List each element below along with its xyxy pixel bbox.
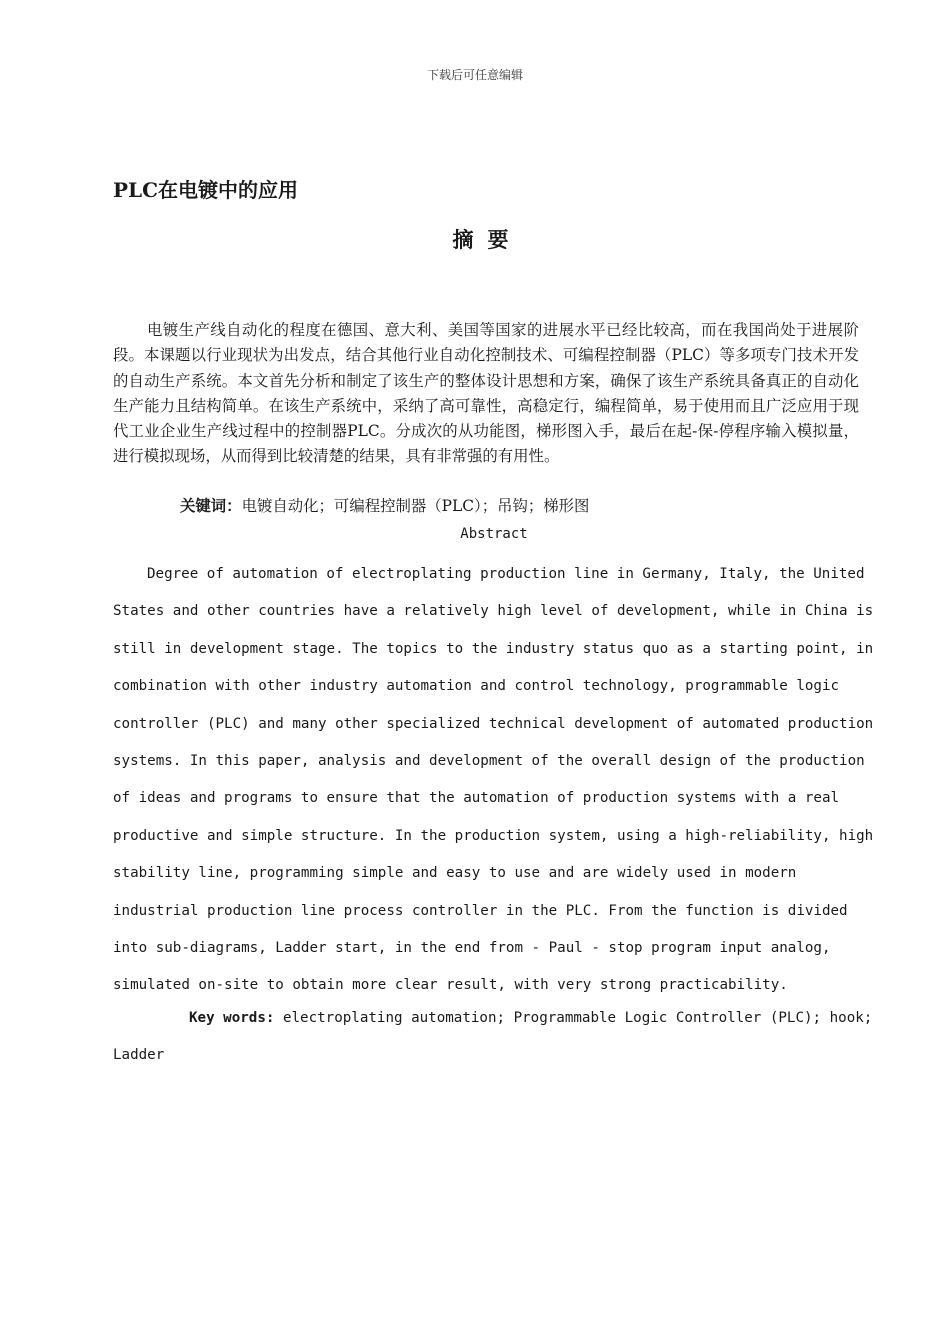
- english-abstract-line: still in development stage. The topics to the industry status quo as a starting point, in: [113, 640, 874, 657]
- document-title: PLC在电镀中的应用: [113, 178, 299, 202]
- english-abstract-line: combination with other industry automation and control technology, programmable logic: [113, 678, 840, 695]
- english-abstract-paragraph: [113, 556, 873, 1005]
- english-keywords: [113, 1000, 873, 1075]
- english-abstract-line: controller (PLC) and many other specialized technical development of automated production: [113, 715, 874, 732]
- english-abstract-line: stability line, programming simple and easy to use and are widely used in modern: [113, 865, 797, 882]
- english-abstract-line: of ideas and programs to ensure that the automation of production systems with a real: [113, 790, 840, 807]
- english-abstract-line: systems. In this paper, analysis and development of the overall design of the production: [113, 753, 865, 770]
- english-abstract-line: States and other countries have a relatively high level of development, while in China is: [113, 603, 874, 620]
- english-keywords-label: Key words:: [189, 1010, 275, 1026]
- english-abstract-line: Degree of automation of electroplating production line in Germany, Italy, the United: [147, 566, 865, 582]
- header-note: 下载后可任意编辑: [426, 68, 523, 82]
- chinese-keywords-label: 关键词：: [180, 497, 242, 515]
- english-abstract-heading: Abstract: [460, 526, 528, 542]
- english-keywords-text: electroplating automation; Programmable Logic Controller (PLC); hook;: [274, 1010, 873, 1026]
- english-keywords-line-1: [113, 1000, 873, 1037]
- chinese-keywords: [180, 494, 589, 519]
- abstract-heading: 摘要: [452, 227, 523, 252]
- chinese-keywords-text: 电镀自动化；可编程控制器（PLC）；吊钩；梯形图: [241, 497, 590, 515]
- english-abstract-line: productive and simple structure. In the production system, using a high-reliability, high: [113, 827, 874, 844]
- english-abstract-line: simulated on-site to obtain more clear result, with very strong practicability.: [113, 977, 788, 994]
- english-keywords-line-2: Ladder: [113, 1047, 165, 1064]
- english-abstract-line: into sub-diagrams, Ladder start, in the end from - Paul - stop program input analog,: [113, 940, 831, 957]
- chinese-abstract-paragraph: 电镀生产线自动化的程度在德国、意大利、美国等国家的进展水平已经比较高，而在我国尚处于进展阶段。本课题以行业现状为出发点，结合其他行业自动化控制技术、可编程控制器（PLC）等多项专门技术开发的自动生产系统。本文首先分析和制定了该生产的整体设计思想和方案，确保了该生产系统具备真正的自动化生产能力且结构简单。在该生产系统中，采纳了高可靠性，高稳定行，编程简单，易于使用而且广泛应用于现代工业企业生产线过程中的控制器PLC。分成次的从功能图，梯形图入手，最后在起-保-停程序输入模拟量，进行模拟现场，从而得到比较清楚的结果，具有非常强的有用性。: [113, 321, 859, 466]
- english-abstract-line: industrial production line process controller in the PLC. From the function is divided: [113, 902, 848, 919]
